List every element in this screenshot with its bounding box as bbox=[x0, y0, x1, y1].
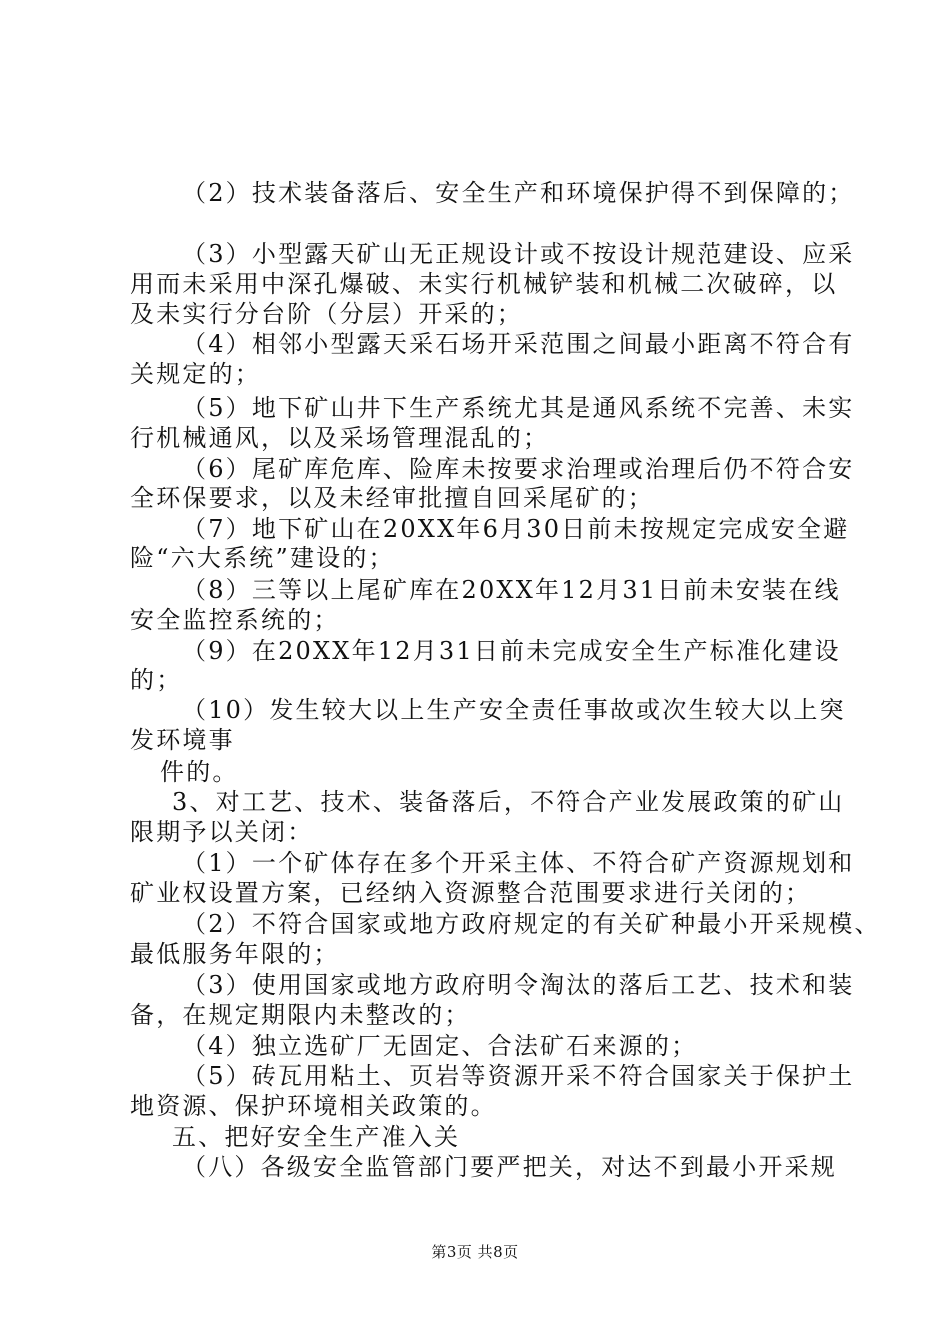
text-line: 最低服务年限的； bbox=[130, 940, 340, 968]
text-line: （9）在20XX年12月31日前未完成安全生产标准化建设 bbox=[182, 637, 841, 665]
text-line: 及未实行分台阶（分层）开采的； bbox=[130, 300, 523, 328]
text-line: 备，在规定期限内未整改的； bbox=[130, 1001, 471, 1029]
text-line: （10）发生较大以上生产安全责任事故或次生较大以上突 bbox=[182, 696, 846, 724]
text-line: 限期予以关闭： bbox=[130, 818, 314, 846]
text-line: （2）技术装备落后、安全生产和环境保护得不到保障的； bbox=[182, 179, 855, 207]
text-line: 关规定的； bbox=[130, 360, 261, 388]
section-heading: 五、把好安全生产准入关 bbox=[172, 1123, 461, 1151]
page-number-footer: 第3页 共8页 bbox=[431, 1243, 519, 1261]
text-line: （2）不符合国家或地方政府规定的有关矿种最小开采规模、 bbox=[182, 910, 881, 938]
text-line: （5）砖瓦用粘土、页岩等资源开采不符合国家关于保护土 bbox=[182, 1062, 855, 1090]
text-line: （3）使用国家或地方政府明令淘汰的落后工艺、技术和装 bbox=[182, 971, 855, 999]
text-line: （7）地下矿山在20XX年6月30日前未按规定完成安全避 bbox=[182, 515, 850, 543]
text-line: 行机械通风，以及采场管理混乱的； bbox=[130, 424, 550, 452]
text-line: （3）小型露天矿山无正规设计或不按设计规范建设、应采 bbox=[182, 240, 855, 268]
text-line: 发环境事 bbox=[130, 726, 235, 754]
text-line: （5）地下矿山井下生产系统尤其是通风系统不完善、未实 bbox=[182, 394, 855, 422]
text-line: 用而未采用中深孔爆破、未实行机械铲装和机械二次破碎，以 bbox=[130, 270, 838, 298]
text-line: 件的。 bbox=[160, 758, 239, 786]
text-line: 全环保要求，以及未经审批擅自回采尾矿的； bbox=[130, 484, 654, 512]
text-line: （1）一个矿体存在多个开采主体、不符合矿产资源规划和 bbox=[182, 849, 855, 877]
text-line: （4）相邻小型露天采石场开采范围之间最小距离不符合有 bbox=[182, 330, 855, 358]
text-line: 的； bbox=[130, 666, 183, 694]
text-line: 险“六大系统”建设的； bbox=[130, 544, 395, 572]
text-line: （8）三等以上尾矿库在20XX年12月31日前未安装在线 bbox=[182, 576, 841, 604]
text-line: 地资源、保护环境相关政策的。 bbox=[130, 1092, 497, 1120]
text-line: 安全监控系统的； bbox=[130, 606, 340, 634]
text-line: （八）各级安全监管部门要严把关，对达不到最小开采规 bbox=[182, 1153, 837, 1181]
text-line: 3、对工艺、技术、装备落后，不符合产业发展政策的矿山 bbox=[172, 788, 845, 816]
text-line: （4）独立选矿厂无固定、合法矿石来源的； bbox=[182, 1032, 698, 1060]
text-line: 矿业权设置方案，已经纳入资源整合范围要求进行关闭的； bbox=[130, 879, 812, 907]
text-line: （6）尾矿库危库、险库未按要求治理或治理后仍不符合安 bbox=[182, 455, 855, 483]
